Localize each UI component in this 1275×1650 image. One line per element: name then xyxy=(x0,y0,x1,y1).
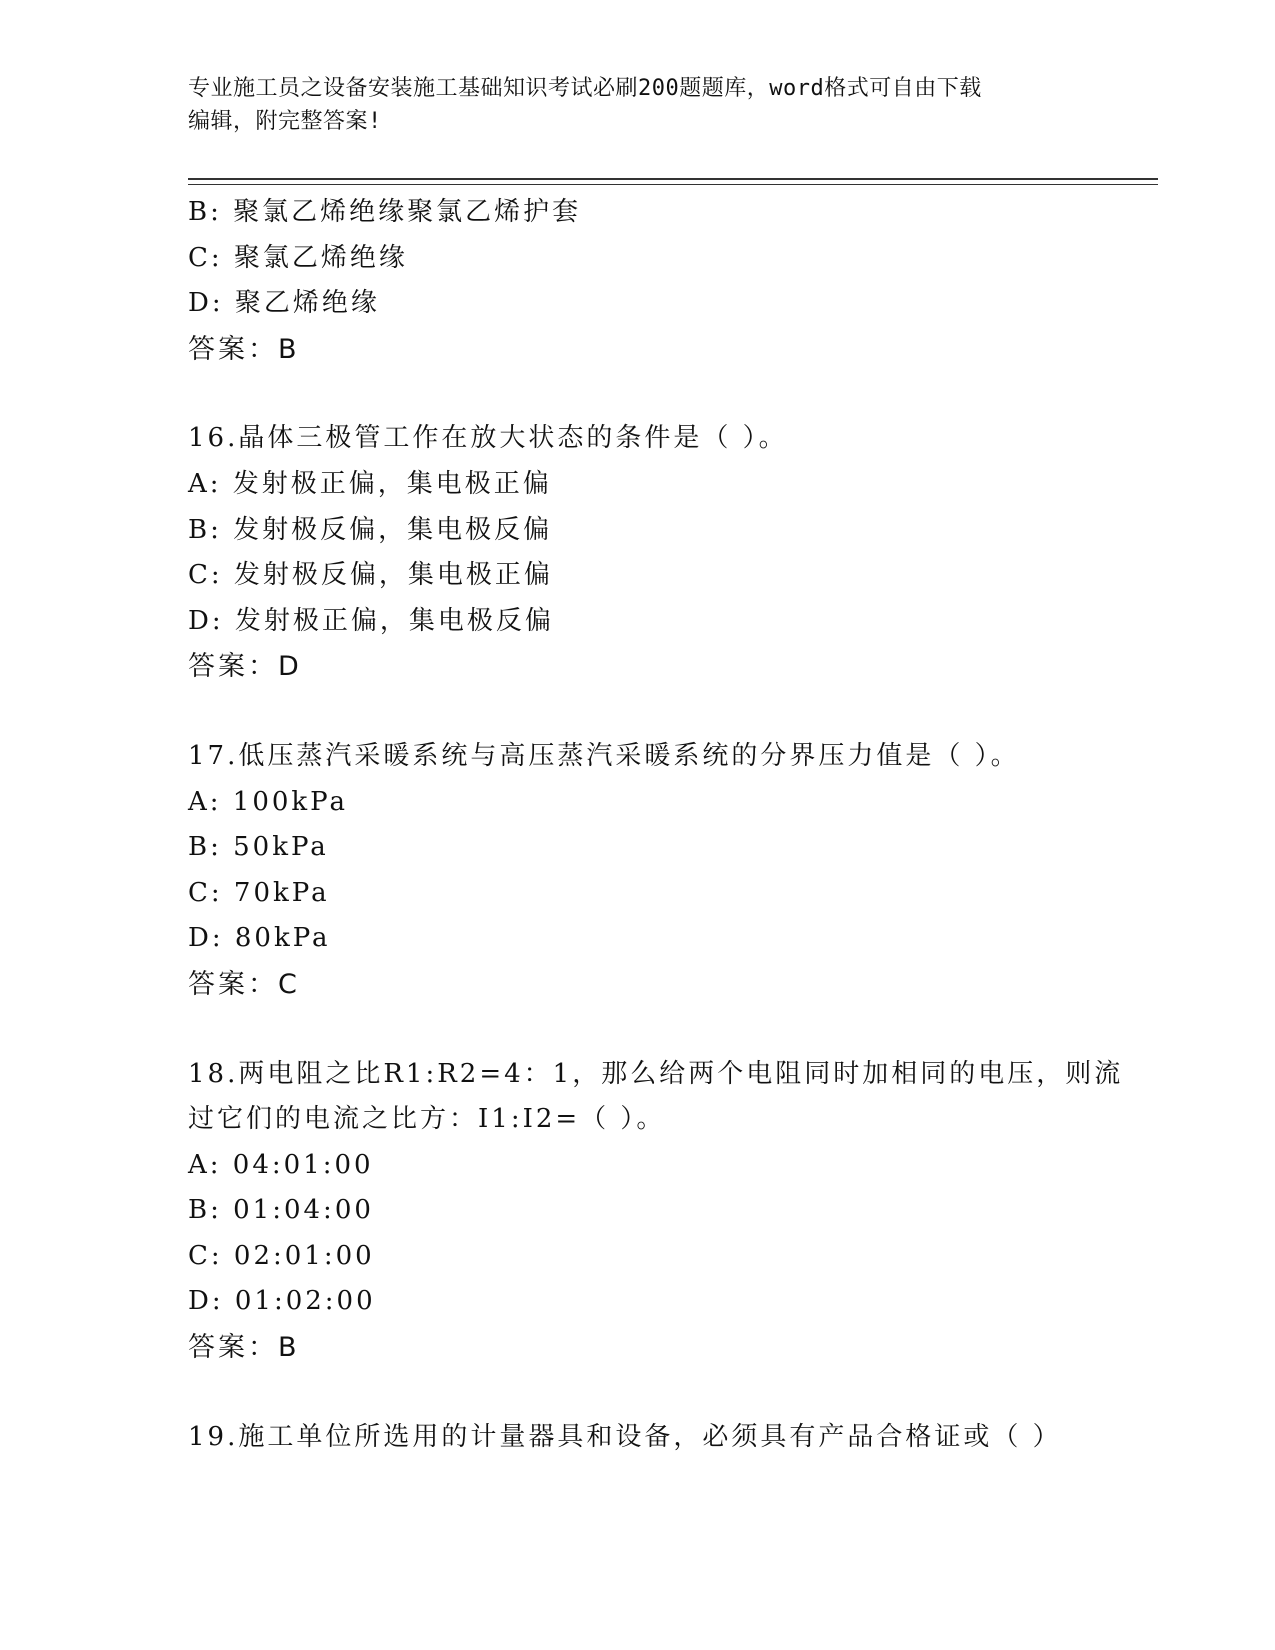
option-d: D: 80kPa xyxy=(188,923,331,954)
question-text-line-2: 过它们的电流之比方：I1:I2=（ ）。 xyxy=(188,1104,666,1135)
option-c: C: 聚氯乙烯绝缘 xyxy=(188,242,408,273)
option-a: A: 发射极正偏，集电极正偏 xyxy=(188,468,552,499)
option-a: A: 100kPa xyxy=(188,786,349,817)
question-16 xyxy=(188,416,1168,690)
question-19 xyxy=(188,1415,1168,1461)
question-text-line-1: 18.两电阻之比R1:R2=4：1，那么给两个电阻同时加相同的电压，则流 xyxy=(188,1058,1124,1089)
answer-label: 答案：B xyxy=(188,1332,300,1364)
document-header xyxy=(188,72,1088,138)
question-18 xyxy=(188,1052,1168,1371)
option-c: C: 02:01:00 xyxy=(188,1240,375,1271)
option-b: B: 聚氯乙烯绝缘聚氯乙烯护套 xyxy=(188,197,582,227)
question-list xyxy=(188,190,1168,1460)
option-b: B: 50kPa xyxy=(188,832,329,863)
option-b: B: 01:04:00 xyxy=(188,1195,374,1226)
header-divider-thick xyxy=(188,178,1158,180)
header-title-line-2: 编辑，附完整答案! xyxy=(188,109,382,134)
answer-label: 答案：B xyxy=(188,333,300,365)
spacer xyxy=(188,372,1168,416)
question-text: 17.低压蒸汽采暖系统与高压蒸汽采暖系统的分界压力值是（ ）。 xyxy=(188,740,1020,771)
option-d: D: 01:02:00 xyxy=(188,1286,376,1317)
question-17 xyxy=(188,734,1168,1008)
header-title-line-1: 专业施工员之设备安装施工基础知识考试必刷200题题库，word格式可自由下载 xyxy=(188,76,982,101)
option-c: C: 70kPa xyxy=(188,877,330,908)
spacer xyxy=(188,690,1168,734)
option-d: D: 发射极正偏，集电极反偏 xyxy=(188,605,554,636)
question-text: 16.晶体三极管工作在放大状态的条件是（ ）。 xyxy=(188,423,788,454)
header-divider-thin xyxy=(188,184,1158,185)
answer-label: 答案：D xyxy=(188,651,302,683)
spacer xyxy=(188,1008,1168,1052)
option-c: C: 发射极反偏，集电极正偏 xyxy=(188,560,553,591)
option-a: A: 04:01:00 xyxy=(188,1149,374,1180)
question-text: 19.施工单位所选用的计量器具和设备，必须具有产品合格证或（ ） xyxy=(188,1421,1062,1452)
question-15-partial xyxy=(188,190,1168,372)
spacer xyxy=(188,1371,1168,1415)
option-d: D: 聚乙烯绝缘 xyxy=(188,288,380,319)
answer-label: 答案：C xyxy=(188,968,300,1000)
option-b: B: 发射极反偏，集电极反偏 xyxy=(188,514,553,545)
